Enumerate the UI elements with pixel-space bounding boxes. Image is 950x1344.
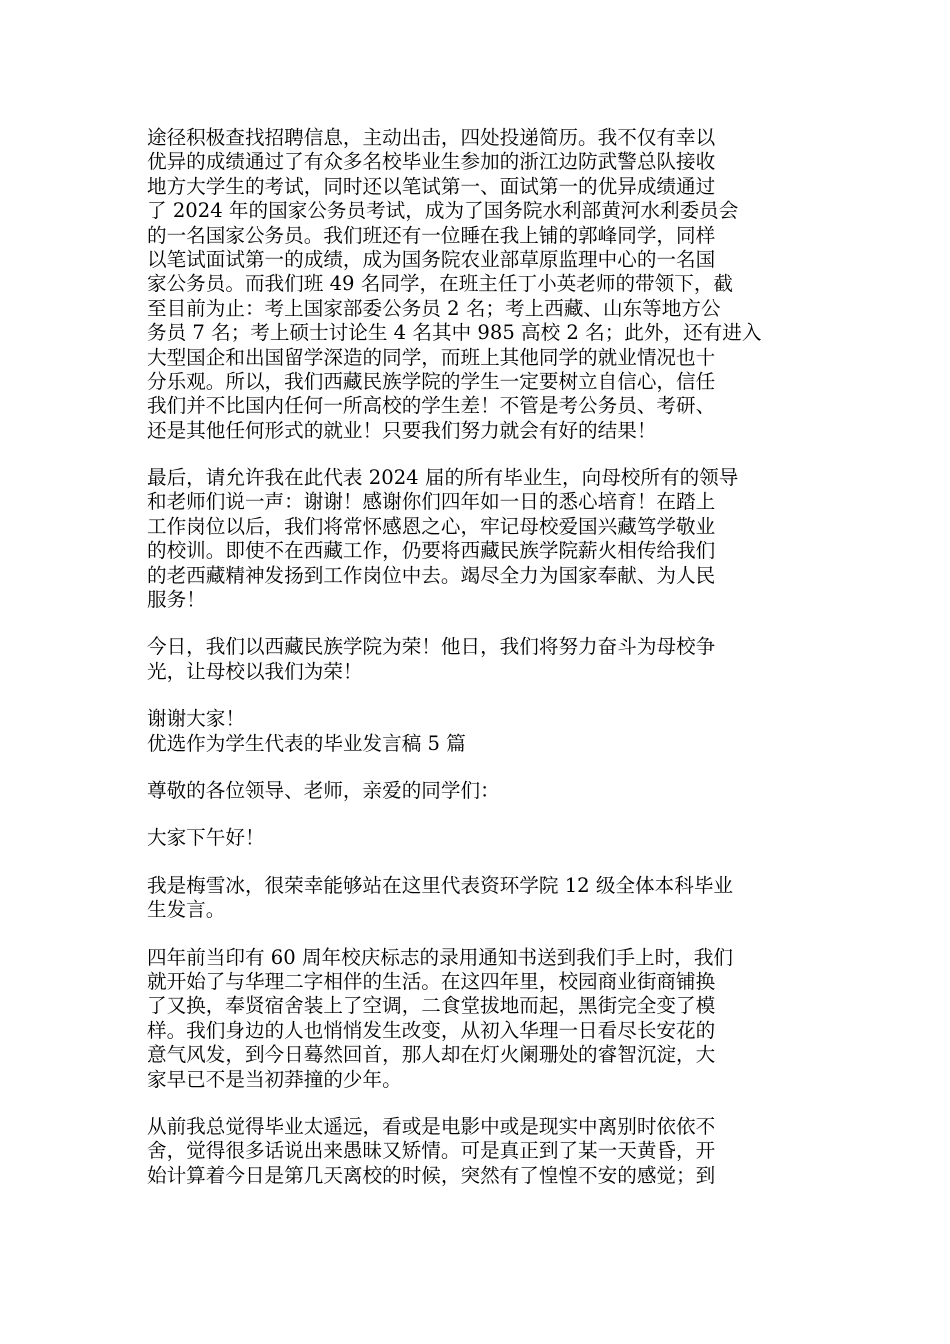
paragraph-gap	[147, 1092, 811, 1115]
paragraph-gap	[147, 803, 811, 826]
paragraph-gap	[147, 923, 811, 946]
text-line: 大家下午好！	[147, 826, 265, 850]
paragraph-gap	[147, 756, 811, 779]
text-line: 四年前当印有 60 周年校庆标志的录用通知书送到我们手上时，我们	[147, 945, 734, 969]
text-line: 今日，我们以西藏民族学院为荣！他日，我们将努力奋斗为母校争	[147, 635, 716, 659]
text-line: 以笔试面试第一的成绩，成为国务院农业部草原监理中心的一名国	[147, 247, 716, 271]
text-line: 还是其他任何形式的就业！只要我们努力就会有好的结果！	[147, 418, 657, 442]
text-line: 家公务员。而我们班 49 名同学，在班主任丁小英老师的带领下，截	[147, 272, 734, 296]
text-line: 分乐观。所以，我们西藏民族学院的学生一定要树立自信心，信任	[147, 369, 716, 393]
paragraph-graduation-feelings	[147, 1115, 811, 1188]
text-line: 谢谢大家！	[147, 707, 245, 731]
text-line: 意气风发，到今日蓦然回首，那人却在灯火阑珊处的睿智沉淀，大	[147, 1043, 716, 1067]
text-line: 就开始了与华理二字相伴的生活。在这四年里，校园商业街商铺换	[147, 969, 716, 993]
text-line: 的老西藏精神发扬到工作岗位中去。竭尽全力为国家奉献、为人民	[147, 563, 716, 587]
text-line: 家早已不是当初莽撞的少年。	[147, 1067, 402, 1091]
text-line: 的校训。即使不在西藏工作，仍要将西藏民族学院薪火相传给我们	[147, 539, 716, 563]
paragraph-gap	[147, 612, 811, 635]
text-line: 样。我们身边的人也悄悄发生改变，从初入华理一日看尽长安花的	[147, 1018, 716, 1042]
paragraph-four-years	[147, 946, 811, 1092]
text-line: 从前我总觉得毕业太遥远，看或是电影中或是现实中离别时依依不	[147, 1114, 716, 1138]
text-line: 了 2024 年的国家公务员考试，成为了国务院水利部黄河水利委员会	[147, 199, 739, 223]
paragraph-greeting	[147, 826, 811, 850]
paragraph-gap	[147, 851, 811, 874]
section-heading: 优选作为学生代表的毕业发言稿 5 篇	[147, 731, 466, 755]
text-line: 生发言。	[147, 898, 226, 922]
text-line: 优异的成绩通过了有众多名校毕业生参加的浙江边防武警总队接收	[147, 150, 716, 174]
paragraph-employment-results	[147, 126, 811, 443]
paragraph-salutation	[147, 779, 811, 803]
text-line: 地方大学生的考试，同时还以笔试第一、面试第一的优异成绩通过	[147, 174, 716, 198]
text-line: 的一名国家公务员。我们班还有一位睡在我上铺的郭峰同学，同样	[147, 223, 716, 247]
paragraph-introduction	[147, 874, 811, 923]
text-line: 始计算着今日是第几天离校的时候，突然有了惶惶不安的感觉；到	[147, 1163, 716, 1187]
text-line: 大型国企和出国留学深造的同学，而班上其他同学的就业情况也十	[147, 345, 716, 369]
text-line: 工作岗位以后，我们将常怀感恩之心，牢记母校爱国兴藏笃学敬业	[147, 514, 716, 538]
text-line: 尊敬的各位领导、老师，亲爱的同学们：	[147, 778, 500, 802]
text-line: 了又换，奉贤宿舍装上了空调，二食堂拔地而起，黑街完全变了模	[147, 994, 716, 1018]
text-line: 我们并不比国内任何一所高校的学生差！不管是考公务员、考研、	[147, 394, 716, 418]
text-line: 舍，觉得很多话说出来愚昧又矫情。可是真正到了某一天黄昏，开	[147, 1139, 716, 1163]
text-line: 途径积极查找招聘信息，主动出击，四处投递简历。我不仅有幸以	[147, 126, 716, 149]
text-line: 光，让母校以我们为荣！	[147, 659, 363, 683]
text-line: 和老师们说一声：谢谢！感谢你们四年如一日的悉心培育！在踏上	[147, 490, 716, 514]
paragraph-closing-and-heading	[147, 707, 811, 756]
text-line: 务员 7 名；考上硕士讨论生 4 名其中 985 高校 2 名；此外，还有进入	[147, 321, 762, 345]
paragraph-pride	[147, 635, 811, 684]
paragraph-thanks-school	[147, 466, 811, 612]
text-line: 我是梅雪冰，很荣幸能够站在这里代表资环学院 12 级全体本科毕业	[147, 873, 734, 897]
text-line: 至目前为止：考上国家部委公务员 2 名；考上西藏、山东等地方公	[147, 296, 721, 320]
text-line: 最后，请允许我在此代表 2024 届的所有毕业生，向母校所有的领导	[147, 466, 739, 490]
paragraph-gap	[147, 684, 811, 707]
text-line: 服务！	[147, 588, 206, 612]
paragraph-gap	[147, 443, 811, 466]
document-page	[147, 126, 811, 1188]
